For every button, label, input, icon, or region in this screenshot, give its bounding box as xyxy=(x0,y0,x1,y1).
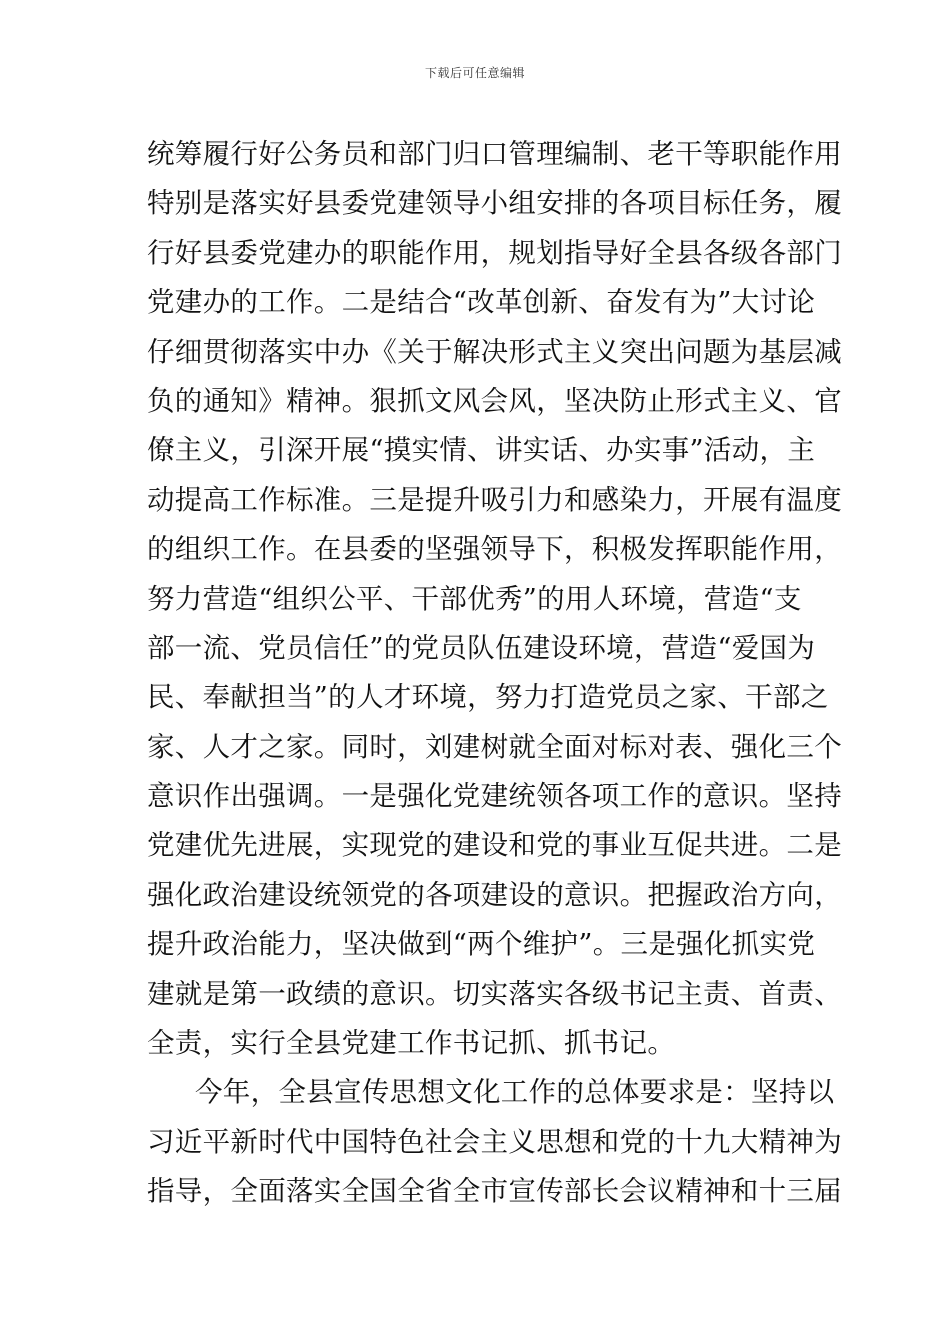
text-line: 提升政治能力，坚决做到“两个维护”。三是强化抓实党 xyxy=(147,928,816,961)
text-line: 特别是落实好县委党建领导小组安排的各项目标任务，履 xyxy=(147,187,842,220)
text-line: 努力营造“组织公平、干部优秀”的用人环境，营造“支 xyxy=(147,582,802,615)
text-line: 的组织工作。在县委的坚强领导下，积极发挥职能作用， xyxy=(147,533,842,566)
text-line: 僚主义，引深开展“摸实情、讲实话、办实事”活动，主 xyxy=(147,434,816,467)
text-line: 建就是第一政绩的意识。切实落实各级书记主责、首责、 xyxy=(147,977,842,1010)
text-line: 习近平新时代中国特色社会主义思想和党的十九大精神为 xyxy=(147,1125,842,1158)
text-line: 党建优先进展，实现党的建设和党的事业互促共进。二是 xyxy=(147,829,842,862)
text-line: 行好县委党建办的职能作用，规划指导好全县各级各部门 xyxy=(147,236,842,269)
text-line: 指导，全面落实全国全省全市宣传部长会议精神和十三届 xyxy=(147,1175,842,1208)
text-line: 部一流、党员信任”的党员队伍建设环境，营造“爱国为 xyxy=(147,631,816,664)
text-line: 仔细贯彻落实中办《关于解决形式主义突出问题为基层减 xyxy=(147,335,842,368)
page-header: 下载后可任意编辑 xyxy=(424,66,525,80)
text-line: 全责，实行全县党建工作书记抓、抓书记。 xyxy=(147,1027,676,1060)
text-line: 意识作出强调。一是强化党建统领各项工作的意识。坚持 xyxy=(147,780,842,813)
text-line: 动提高工作标准。三是提升吸引力和感染力，开展有温度 xyxy=(147,483,842,516)
body-text xyxy=(147,130,842,1217)
text-line: 民、奉献担当”的人才环境，努力打造党员之家、干部之 xyxy=(147,681,829,714)
text-line: 强化政治建设统领党的各项建设的意识。把握政治方向， xyxy=(147,878,842,911)
paragraph-start-line: 今年，全县宣传思想文化工作的总体要求是：坚持以 xyxy=(195,1076,835,1109)
text-line: 党建办的工作。二是结合“改革创新、奋发有为”大讨论 xyxy=(147,286,816,319)
text-line: 统筹履行好公务员和部门归口管理编制、老干等职能作用 xyxy=(147,138,842,170)
text-line: 家、人才之家。同时，刘建树就全面对标对表、强化三个 xyxy=(147,730,842,763)
text-line: 负的通知》精神。狠抓文风会风，坚决防止形式主义、官 xyxy=(147,384,842,417)
